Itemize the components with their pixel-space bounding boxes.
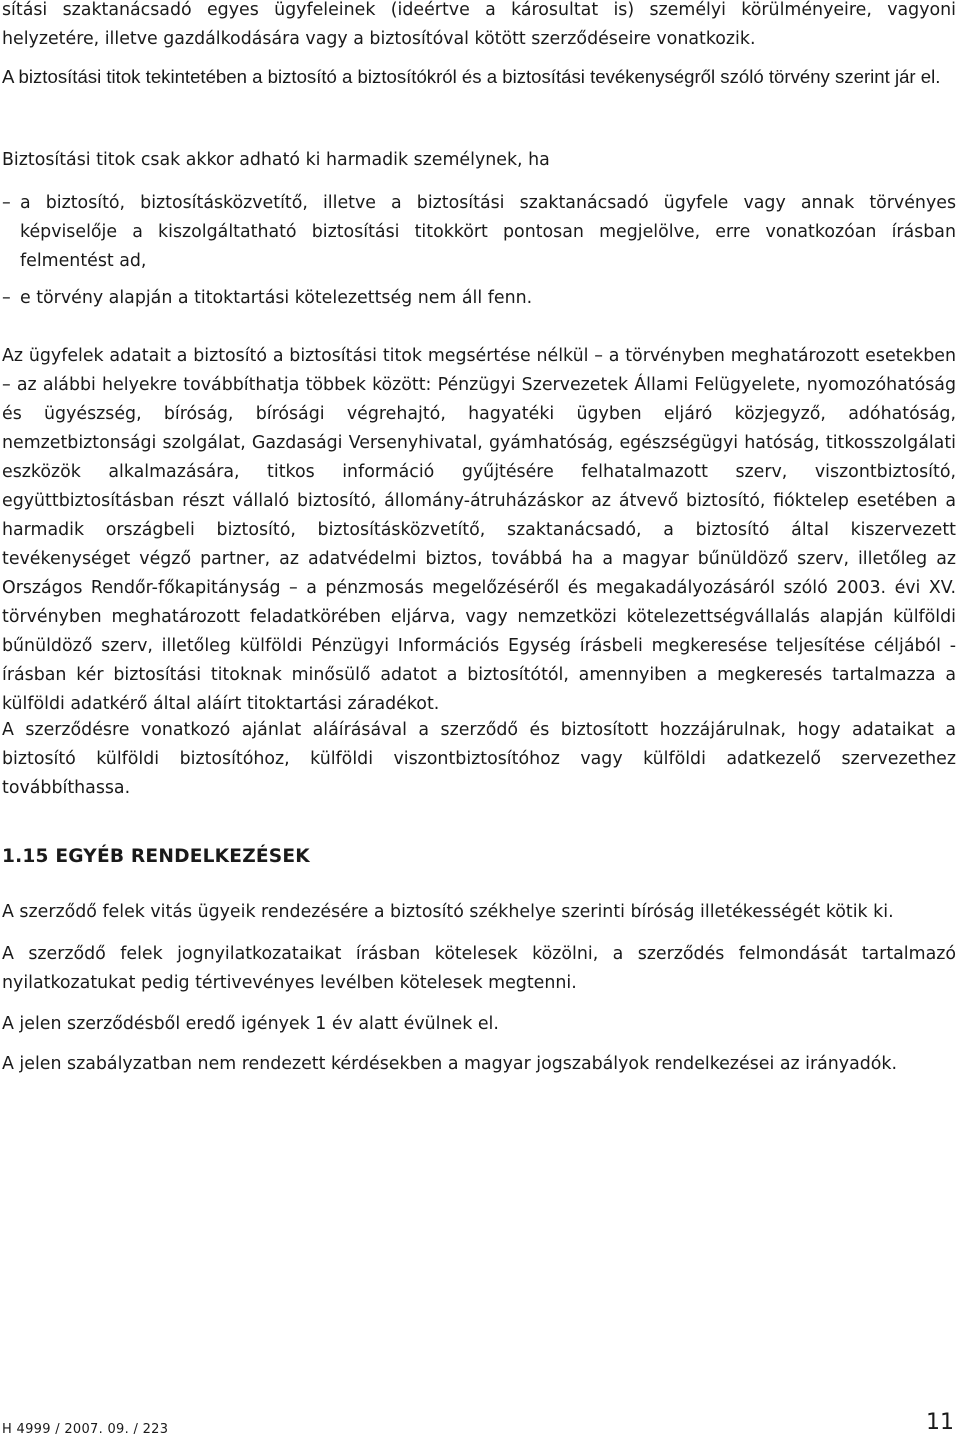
dash-marker: – <box>2 288 11 308</box>
dash-marker: – <box>2 193 11 213</box>
intro-continuation-paragraph: sítási szaktanácsadó egyes ügyfeleinek (ideértve a károsultat is) személyi körülményeire, vagyoni helyzetére, illetve gazdálkodására vagy a biztosítóval kötött szerződéseire vonatkozik. <box>2 0 956 49</box>
data-transfer-paragraph: Az ügyfelek adatait a biztosító a biztosítási titok megsértése nélkül – a törvényben meghatározott esetekben – az alábbi helyekre továbbíthatja többek között: Pénzügyi Szervezetek Állami Felügyelete, nyomozóhatóság és ügyészség, bíróság, bírósági végrehajtó, hagyatéki ügyben eljáró közjegyző, adóhatóság, nemzetbiztonsági szolgálat, Gazdasági Versenyhivatal, gyámhatóság, egészségügyi hatóság, titkosszolgálati eszközök alkalmazására, titkos információ gyűjtésére felhatalmazott szerv, viszontbiztosító, együttbiztosításban részt vállaló biztosító, állomány-átruházáskor az átvevő biztosító, fióktelep esetében a harmadik országbeli biztosító, biztosításközvetítő, szaktanácsadó, a biztosító által kiszervezett tevékenységet végző partner, az adatvédelmi biztos, továbbá ha a magyar bűnüldöző szerv, illetőleg az Országos Rendőr-főkapitányság – a pénzmosás megelőzéséről és megakadályozásáról szóló 2003. évi XV. törvényben meghatározott feladatkörében eljárva, vagy nemzetközi kötelezettségvállalás alapján külföldi bűnüldöző szerv, illetőleg külföldi Pénzügyi Információs Egység írásbeli megkeresése teljesítése céljából - írásban kér biztosítási titoknak minősülő adatot a biztosítótól, amennyiben a megkeresés tartalmazza a külföldi adatkérő által aláírt titoktartási záradékot. <box>2 346 956 714</box>
jurisdiction-paragraph: A szerződő felek vitás ügyeik rendezésére a biztosító székhelye szerinti bíróság illetékességét kötik ki. <box>2 902 894 922</box>
intro-law-paragraph: A biztosítási titok tekintetében a biztosító a biztosítókról és a biztosítási tevékenységről szóló törvény szerint jár el. <box>2 66 941 87</box>
consent-paragraph: A szerződésre vonatkozó ajánlat aláírásával a szerződő és biztosított hozzájárulnak, hogy adataikat a biztosító külföldi biztosítóhoz, külföldi viszontbiztosítóhoz vagy külföldi adatkezelő szervezethez továbbíthassa. <box>2 720 956 798</box>
dash-list-item-text: a biztosító, biztosításközvetítő, illetve a biztosítási szaktanácsadó ügyfele vagy annak törvényes képviselője a kiszolgáltatható biztosítási titokkört pontosan megjelölve, erre vonatkozóan írásban felmentést ad, <box>20 193 956 271</box>
limitation-paragraph: A jelen szerződésből eredő igények 1 év alatt évülnek el. <box>2 1014 499 1034</box>
written-notice-paragraph: A szerződő felek jognyilatkozataikat írásban kötelesek közölni, a szerződés felmondását tartalmazó nyilatkozatukat pedig tértivevényes levélben kötelesek megtenni. <box>2 944 956 993</box>
document-code: H 4999 / 2007. 09. / 223 <box>2 1422 169 1437</box>
dash-list-item-2 <box>2 284 956 313</box>
dash-list-item-text: e törvény alapján a titoktartási kötelezettség nem áll fenn. <box>20 288 533 308</box>
page-number: 11 <box>926 1410 954 1435</box>
section-heading: 1.15 EGYÉB RENDELKEZÉSEK <box>2 846 310 867</box>
disclosure-condition-paragraph: Biztosítási titok csak akkor adható ki harmadik személynek, ha <box>2 150 550 170</box>
dash-list-item-1 <box>2 189 956 276</box>
governing-law-paragraph: A jelen szabályzatban nem rendezett kérdésekben a magyar jogszabályok rendelkezései az irányadók. <box>2 1054 898 1074</box>
